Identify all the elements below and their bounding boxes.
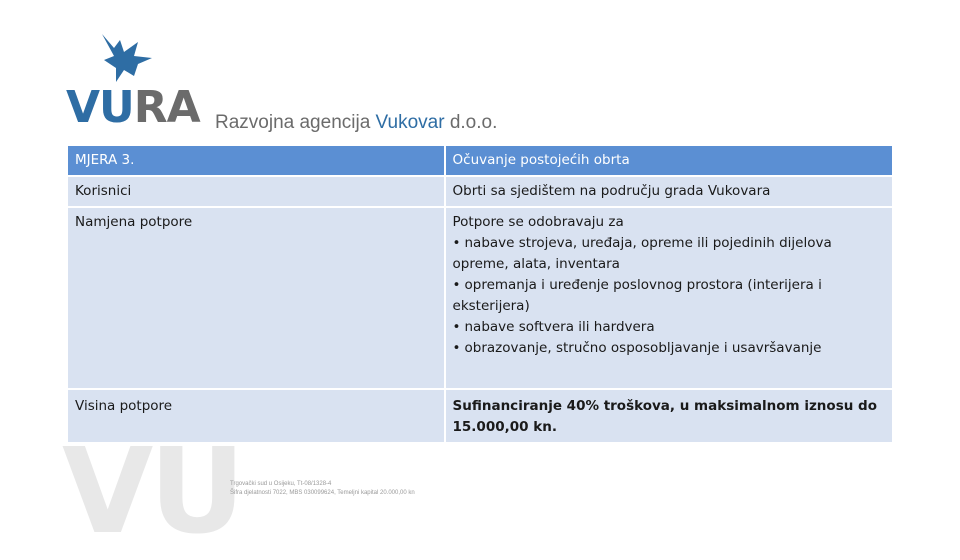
company-registration <box>230 480 415 498</box>
row-value: Sufinanciranje 40% troškova, u maksimalnom iznosu do 15.000,00 kn. <box>446 390 892 442</box>
list-item: • obrazovanje, stručno osposobljavanje i usavršavanje <box>452 340 822 356</box>
measure-table <box>66 144 894 444</box>
table-row <box>68 208 892 388</box>
tagline-prefix: Razvojna agencija <box>215 112 371 133</box>
list-item-text: nabave strojeva, uređaja, opreme ili pojedinih dijelova opreme, alata, inventara <box>452 235 832 272</box>
row-value <box>446 208 892 388</box>
header-right-cell: Očuvanje postojećih obrta <box>446 146 892 175</box>
list-item-text: obrazovanje, stručno osposobljavanje i usavršavanje <box>464 340 822 356</box>
list-item-text: opremanja i uređenje poslovnog prostora (interijera i eksterijera) <box>452 277 822 314</box>
list-item: • nabave softvera ili hardvera <box>452 319 655 335</box>
logo-mark-right: RA <box>133 82 200 133</box>
row-label: Korisnici <box>68 177 444 206</box>
table-row <box>68 177 892 206</box>
row-label: Namjena potpore <box>68 208 444 388</box>
tagline-suffix: d.o.o. <box>449 112 498 133</box>
list-item: • nabave strojeva, uređaja, opreme ili pojedinih dijelova opreme, alata, inventara <box>452 235 832 272</box>
watermark-logo: VU <box>62 422 242 560</box>
logo-mark-left: VU <box>66 82 134 133</box>
row-value: Obrti sa sjedištem na području grada Vukovara <box>446 177 892 206</box>
header-left-cell: MJERA 3. <box>68 146 444 175</box>
list-item-text: nabave softvera ili hardvera <box>464 319 655 335</box>
tagline-bold: Vukovar <box>375 112 445 133</box>
footer-line-2: Šifra djelatnosti 7022, MBS 030099624, Temeljni kapital 20.000,00 kn <box>230 490 415 496</box>
logo-wordmark <box>66 82 200 133</box>
row-label: Visina potpore <box>68 390 444 442</box>
purpose-list <box>453 233 885 359</box>
purpose-intro: Potpore se odobravaju za <box>452 214 624 230</box>
dove-icon <box>94 30 164 90</box>
footer-line-1: Trgovački sud u Osijeku, Tt-08/1328-4 <box>230 481 332 487</box>
list-item: • opremanja i uređenje poslovnog prostora (interijera i eksterijera) <box>452 277 822 314</box>
logo-tagline <box>215 112 497 134</box>
table-header-row <box>68 146 892 175</box>
